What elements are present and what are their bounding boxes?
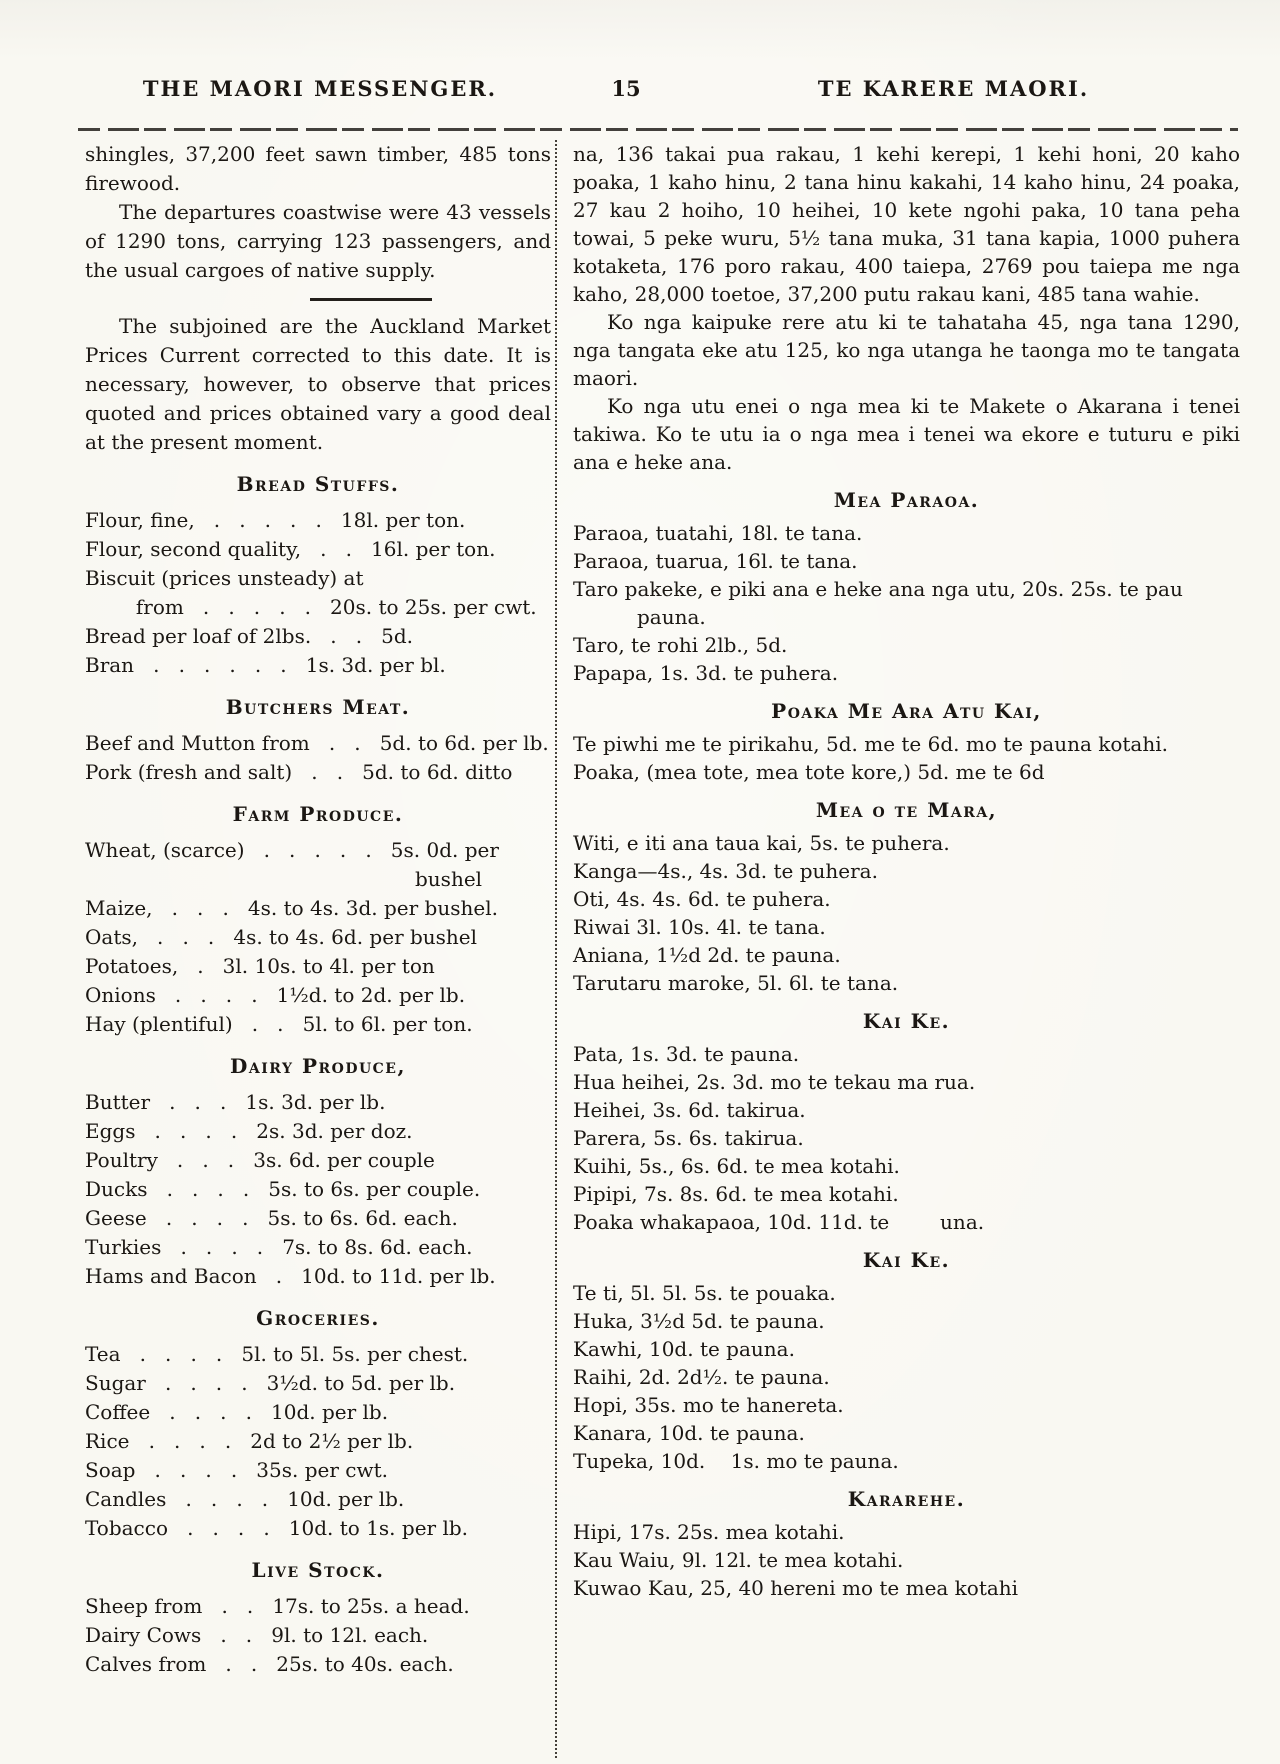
price-line: Dairy Cows . . 9l. to 12l. each. — [85, 1623, 429, 1647]
header-rule — [78, 128, 1238, 131]
page-number: 15 — [611, 76, 641, 101]
section-heading: Groceries. — [256, 1306, 380, 1330]
price-line: Taro pakeke, e piki ana e heke ana nga utu, 20s. 25s. te pau pauna. — [573, 577, 1183, 629]
price-line: Bran . . . . . . 1s. 3d. per bl. — [85, 653, 446, 677]
masthead-right-title: TE KARERE MAORI. — [817, 76, 1090, 101]
price-line: Kuwao Kau, 25, 40 hereni mo te mea kotahi — [573, 1576, 1019, 1600]
price-line: Geese . . . . 5s. to 6s. 6d. each. — [85, 1206, 458, 1230]
price-line: Sugar . . . . 3½d. to 5d. per lb. — [85, 1371, 456, 1395]
price-line: Flour, fine, . . . . . 18l. per ton. — [85, 508, 466, 532]
section-divider-rule — [310, 298, 432, 301]
section-heading: Mea o te Mara, — [815, 798, 998, 822]
masthead — [85, 76, 1236, 101]
price-line: Paraoa, tuarua, 16l. te tana. — [573, 549, 858, 573]
section-heading: Kai Ke. — [862, 1009, 951, 1033]
price-line: Riwai 3l. 10s. 4l. te tana. — [573, 915, 826, 939]
price-line: Te piwhi me te pirikahu, 5d. me te 6d. mo te pauna kotahi. — [573, 732, 1168, 756]
price-line: Ducks . . . . 5s. to 6s. per couple. — [85, 1177, 481, 1201]
price-line: Rice . . . . 2d to 2½ per lb. — [85, 1429, 414, 1453]
price-line: Hipi, 17s. 25s. mea kotahi. — [573, 1520, 845, 1544]
price-line: Kawhi, 10d. te pauna. — [573, 1337, 795, 1361]
masthead-left-title: THE MAORI MESSENGER. — [142, 76, 498, 101]
price-line: Witi, e iti ana taua kai, 5s. te puhera. — [573, 831, 950, 855]
price-line: Aniana, 1½d 2d. te pauna. — [573, 943, 841, 967]
price-line: Tupeka, 10d. 1s. mo te pauna. — [573, 1449, 899, 1473]
price-line: Candles . . . . 10d. per lb. — [85, 1487, 405, 1511]
price-line: Papapa, 1s. 3d. te puhera. — [573, 661, 839, 685]
price-line: Beef and Mutton from . . 5d. to 6d. per lb. — [85, 731, 549, 755]
section-heading: Kai Ke. — [862, 1248, 951, 1272]
price-line: Potatoes, . 3l. 10s. to 4l. per ton — [85, 954, 435, 978]
paragraph: The departures coastwise were 43 vessels of 1290 tons, carrying 123 passengers, and the usual cargoes of native supply. — [85, 200, 551, 282]
price-line: Pipipi, 7s. 8s. 6d. te mea kotahi. — [573, 1182, 899, 1206]
price-line: Raihi, 2d. 2d½. te pauna. — [573, 1365, 830, 1389]
section-heading: Poaka Me Ara Atu Kai, — [771, 699, 1042, 723]
price-line: Tobacco . . . . 10d. to 1s. per lb. — [85, 1516, 469, 1540]
price-line: Butter . . . 1s. 3d. per lb. — [85, 1090, 386, 1114]
price-line: Oti, 4s. 4s. 6d. te puhera. — [573, 887, 831, 911]
price-line: Kau Waiu, 9l. 12l. te mea kotahi. — [573, 1548, 904, 1572]
price-line: Soap . . . . 35s. per cwt. — [85, 1458, 388, 1482]
paragraph: The subjoined are the Auckland Market Prices Current corrected to this date. It is necessary, however, to observe that prices quoted and prices obtained vary a good deal at the present moment. — [85, 314, 551, 454]
price-line: Sheep from . . 17s. to 25s. a head. — [85, 1594, 470, 1618]
price-line: Bread per loaf of 2lbs. . . 5d. — [85, 624, 414, 648]
section-heading: Butchers Meat. — [225, 695, 411, 719]
section-heading: Kararehe. — [847, 1487, 966, 1511]
price-line: Wheat, (scarce) . . . . . 5s. 0d. per bushel — [85, 838, 499, 891]
price-line: Heihei, 3s. 6d. takirua. — [573, 1098, 806, 1122]
section-heading: Mea Paraoa. — [833, 488, 980, 512]
price-line: Turkies . . . . 7s. to 8s. 6d. each. — [85, 1235, 473, 1259]
price-line: Oats, . . . 4s. to 4s. 6d. per bushel — [85, 925, 478, 949]
section-heading: Dairy Produce, — [230, 1054, 406, 1078]
maori-column — [555, 140, 1240, 1758]
price-line: Tarutaru maroke, 5l. 6l. te tana. — [573, 971, 899, 995]
section-heading: Farm Produce. — [232, 802, 404, 826]
price-line: Pata, 1s. 3d. te pauna. — [573, 1042, 800, 1066]
price-line: Huka, 3½d 5d. te pauna. — [573, 1309, 825, 1333]
section-heading: Live Stock. — [251, 1558, 385, 1582]
english-column — [85, 140, 555, 1758]
price-line: Onions . . . . 1½d. to 2d. per lb. — [85, 983, 466, 1007]
price-line: Parera, 5s. 6s. takirua. — [573, 1126, 804, 1150]
price-line: Calves from . . 25s. to 40s. each. — [85, 1652, 454, 1676]
price-line: Paraoa, tuatahi, 18l. te tana. — [573, 521, 863, 545]
price-line: Pork (fresh and salt) . . 5d. to 6d. ditto — [85, 760, 513, 784]
paragraph: Ko nga kaipuke rere atu ki te tahataha 45, nga tana 1290, nga tangata eke atu 125, ko nga utanga he taonga mo te tangata maori. — [573, 310, 1240, 390]
section-heading: Bread Stuffs. — [236, 472, 400, 496]
price-line: Tea . . . . 5l. to 5l. 5s. per chest. — [85, 1342, 469, 1366]
price-line: Kanara, 10d. te pauna. — [573, 1421, 805, 1445]
price-line: Coffee . . . . 10d. per lb. — [85, 1400, 389, 1424]
price-line: Hay (plentiful) . . 5l. to 6l. per ton. — [85, 1012, 473, 1036]
price-line: Maize, . . . 4s. to 4s. 3d. per bushel. — [85, 896, 498, 920]
price-line: Eggs . . . . 2s. 3d. per doz. — [85, 1119, 413, 1143]
price-line: Hams and Bacon . 10d. to 11d. per lb. — [85, 1264, 496, 1288]
paragraph: Ko nga utu enei o nga mea ki te Makete o Akarana i tenei takiwa. Ko te utu ia o nga mea i tenei wa ekore e tuturu e piki ana e heke ana. — [573, 394, 1240, 474]
price-line: Hua heihei, 2s. 3d. mo te tekau ma rua. — [573, 1070, 976, 1094]
price-line: Hopi, 35s. mo te hanereta. — [573, 1393, 844, 1417]
price-line: Poaka whakapaoa, 10d. 11d. te una. — [573, 1210, 985, 1234]
price-line: Taro, te rohi 2lb., 5d. — [573, 633, 788, 657]
price-line: Biscuit (prices unsteady) at — [85, 566, 364, 590]
price-line: Kuihi, 5s., 6s. 6d. te mea kotahi. — [573, 1154, 900, 1178]
price-line: Poultry . . . 3s. 6d. per couple — [85, 1148, 435, 1172]
paragraph: na, 136 takai pua rakau, 1 kehi kerepi, 1 kehi honi, 20 kaho poaka, 1 kaho hinu, 2 tana hinu kakahi, 14 kaho hinu, 24 poaka, 27 kau 2 hoiho, 10 heihei, 10 kete ngohi paka, 10 tana peha towai, 5 peke wuru, 5½ tana muka, 31 tana kapia, 1000 puhera kotaketa, 176 poro rakau, 400 taiepa, 2769 pou taiepa me nga kaho, 28,000 toetoe, 37,200 putu rakau kani, 485 tana wahie. — [573, 142, 1240, 306]
price-line: from . . . . . 20s. to 25s. per cwt. — [85, 595, 537, 619]
price-line: Kanga—4s., 4s. 3d. te puhera. — [573, 859, 878, 883]
price-line: Te ti, 5l. 5l. 5s. te pouaka. — [573, 1281, 836, 1305]
price-line: Poaka, (mea tote, mea tote kore,) 5d. me te 6d — [573, 760, 1045, 784]
page-columns — [85, 140, 1240, 1758]
price-line: Flour, second quality, . . 16l. per ton. — [85, 537, 496, 561]
paragraph: shingles, 37,200 feet sawn timber, 485 tons firewood. — [85, 142, 551, 195]
